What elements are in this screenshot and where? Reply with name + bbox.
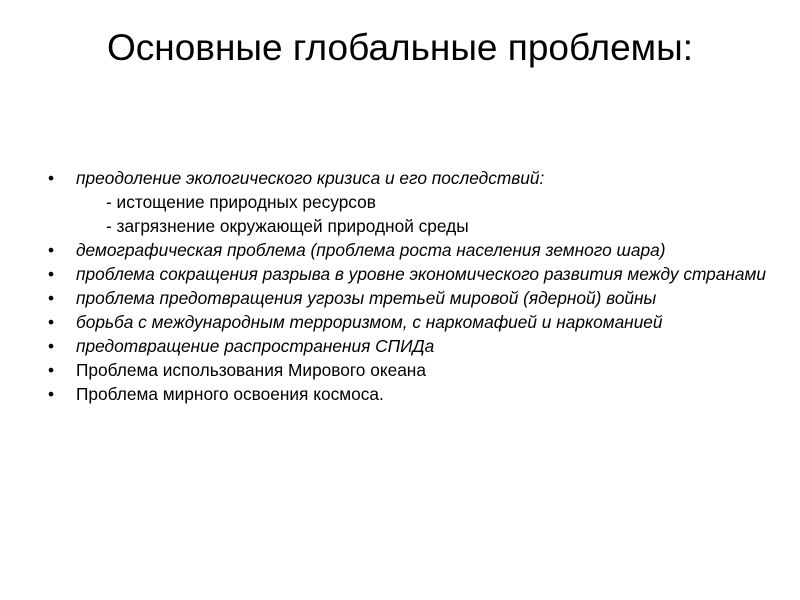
list-item-text: преодоление экологического кризиса и его последствий: bbox=[76, 168, 545, 188]
list-item-text: проблема сокращения разрыва в уровне экономического развития между странами bbox=[76, 264, 766, 284]
list-item-text: предотвращение распространения СПИДа bbox=[76, 336, 435, 356]
list-item bbox=[48, 312, 768, 332]
list-subitem-text: - истощение природных ресурсов bbox=[106, 192, 376, 212]
bullet-list bbox=[48, 168, 768, 408]
bullet-icon: • bbox=[48, 264, 55, 284]
list-item-text: проблема предотвращения угрозы третьей мировой (ядерной) войны bbox=[76, 288, 657, 308]
bullet-icon: • bbox=[48, 240, 55, 260]
bullet-icon: • bbox=[48, 288, 55, 308]
list-subitem-text: - загрязнение окружающей природной среды bbox=[106, 216, 469, 236]
bullet-icon: • bbox=[48, 168, 55, 188]
list-item bbox=[48, 360, 768, 380]
list-item bbox=[48, 240, 768, 260]
list-item bbox=[48, 384, 768, 404]
bullet-icon: • bbox=[48, 360, 55, 380]
bullet-icon: • bbox=[48, 312, 55, 332]
list-item bbox=[48, 168, 768, 236]
list-item bbox=[48, 264, 768, 284]
bullet-icon: • bbox=[48, 336, 55, 356]
slide-title: Основные глобальные проблемы: bbox=[107, 27, 693, 68]
bullet-icon: • bbox=[48, 384, 55, 404]
list-item-text: борьба с международным терроризмом, с наркомафией и наркоманией bbox=[76, 312, 663, 332]
list-item-text: Проблема мирного освоения космоса. bbox=[76, 384, 384, 404]
list-item-text: Проблема использования Мирового океана bbox=[76, 360, 426, 380]
list-item bbox=[48, 288, 768, 308]
list-item bbox=[48, 336, 768, 356]
list-item-text: демографическая проблема (проблема роста населения земного шара) bbox=[76, 240, 666, 260]
